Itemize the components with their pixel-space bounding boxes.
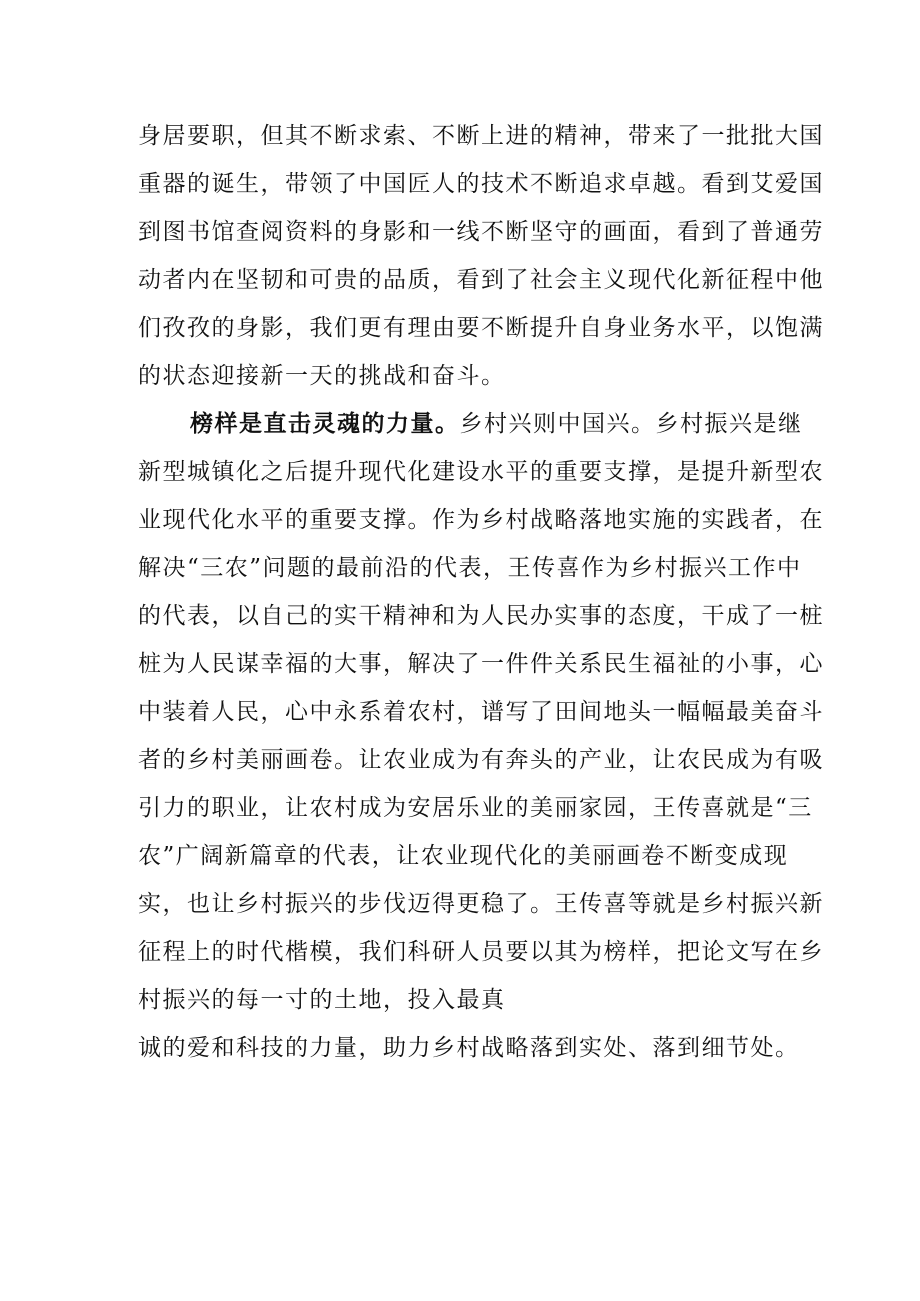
paragraph-line: 身居要职，但其不断求索、不断上进的精神，带来了一批批大国 [138,123,824,149]
paragraph-line: 桩为人民谋幸福的大事，解决了一件件关系民生福祉的小事，心 [138,651,824,677]
paragraph-lead-text: 乡村兴则中国兴。乡村振兴是继 [459,411,803,437]
paragraph-2 [138,400,824,1072]
paragraph-line: 实，也让乡村振兴的步伐迈得更稳了。王传喜等就是乡村振兴新 [138,891,824,917]
paragraph-line: 的状态迎接新一天的挑战和奋斗。 [138,363,506,389]
paragraph-line: 征程上的时代楷模，我们科研人员要以其为榜样，把论文写在乡 [138,939,824,965]
paragraph-line: 的代表，以自己的实干精神和为人民办实事的态度，干成了一桩 [138,603,824,629]
paragraph-line: 新型城镇化之后提升现代化建设水平的重要支撑，是提升新型农 [138,459,824,485]
paragraph-line: 业现代化水平的重要支撑。作为乡村战略落地实施的实践者，在 [138,507,824,533]
paragraph-line: 中装着人民，心中永系着农村，谱写了田间地头一幅幅最美奋斗 [138,699,824,725]
paragraph-line: 诚的爱和科技的力量，助力乡村战略落到实处、落到细节处。 [138,1035,800,1061]
paragraph-line: 解决“三农”问题的最前沿的代表，王传喜作为乡村振兴工作中 [138,555,802,581]
paragraph-line: 们孜孜的身影，我们更有理由要不断提升自身业务水平，以饱满 [138,315,824,341]
paragraph-line: 重器的诞生，带领了中国匠人的技术不断追求卓越。看到艾爱国 [138,171,824,197]
paragraph-line: 动者内在坚韧和可贵的品质，看到了社会主义现代化新征程中他 [138,267,824,293]
paragraph-lead-heading: 榜样是直击灵魂的力量。 [190,410,460,437]
paragraph-line: 到图书馆查阅资料的身影和一线不断坚守的画面，看到了普通劳 [138,219,824,245]
paragraph-first-line [138,400,803,448]
paragraph-line: 者的乡村美丽画卷。让农业成为有奔头的产业，让农民成为有吸 [138,747,824,773]
paragraph-line: 村振兴的每一寸的土地，投入最真 [138,987,506,1013]
paragraph-1 [138,112,824,400]
document-body [138,112,824,1072]
paragraph-line: 引力的职业，让农村成为安居乐业的美丽家园，王传喜就是“三 [138,795,813,821]
paragraph-line: 农”广阔新篇章的代表，让农业现代化的美丽画卷不断变成现 [138,843,789,869]
